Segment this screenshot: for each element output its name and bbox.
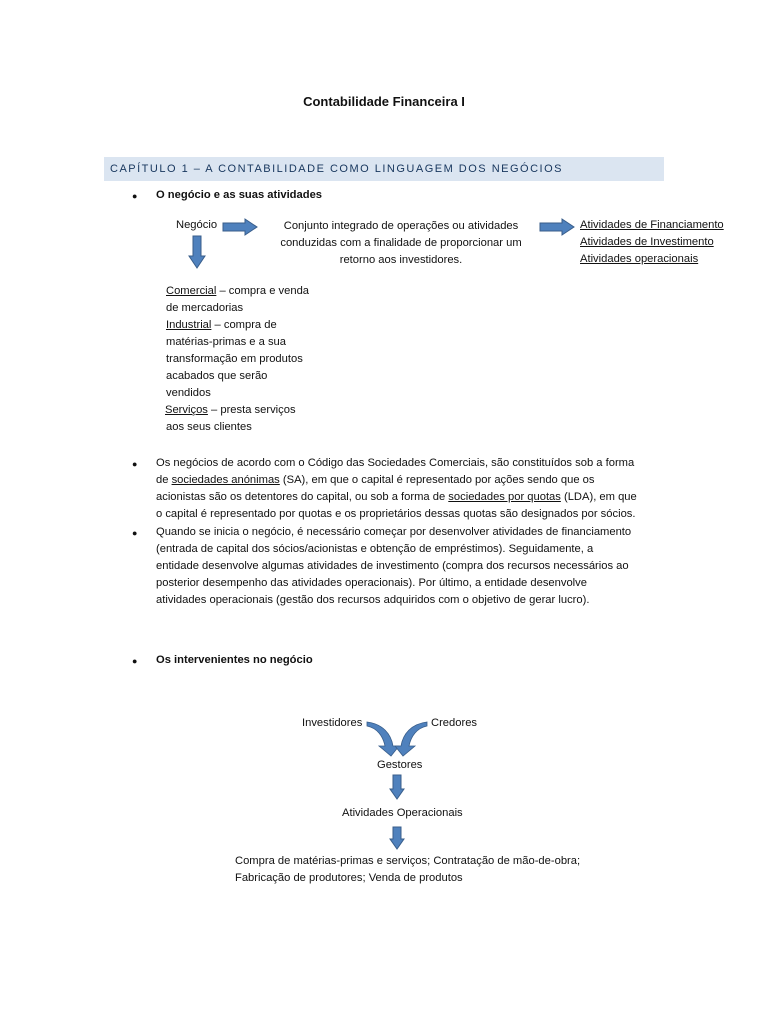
activity-investimento: Atividades de Investimento — [580, 236, 714, 248]
bullet-icon: ● — [132, 528, 138, 538]
arrow-down-icon — [189, 236, 205, 268]
bullet-icon: ● — [132, 656, 138, 666]
compras-line-2: Fabricação de produtores; Venda de produtos — [235, 872, 463, 884]
para1-line-3: acionistas são os detentores do capital, ou sob a forma de sociedades por quotas (LDA), em que — [156, 491, 637, 503]
type-industrial-line4: acabados que serão — [166, 370, 268, 382]
section-heading-intervenientes: Os intervenientes no negócio — [156, 654, 313, 666]
type-industrial-line3: transformação em produtos — [166, 353, 303, 365]
type-comercial: Comercial – compra e venda — [166, 285, 310, 297]
definition-line-3: retorno aos investidores. — [339, 254, 463, 266]
para1-line-4: o capital é representado por quotas e os proprietários dessas quotas são designados por sócios. — [156, 508, 636, 520]
type-servicos-line2: aos seus clientes — [166, 421, 252, 433]
type-servicos: Serviços – presta serviços — [165, 404, 296, 416]
definition-line-2: conduzidas com a finalidade de proporcionar um — [280, 237, 522, 249]
arrow-down-icon — [390, 775, 404, 799]
definition-line-1: Conjunto integrado de operações ou atividades — [283, 220, 519, 232]
para2-line-5: atividades operacionais (gestão dos recursos adquiridos com o objetivo de gerar lucro). — [156, 594, 590, 606]
para1-line-1: Os negócios de acordo com o Código das Sociedades Comerciais, são constituídos sob a forma — [156, 457, 635, 469]
type-industrial-line2: matérias-primas e a sua — [166, 336, 286, 348]
document-title: Contabilidade Financeira I — [303, 94, 465, 109]
bullet-icon: ● — [132, 191, 138, 201]
activity-financiamento: Atividades de Financiamento — [580, 219, 724, 231]
arrow-down-icon — [390, 827, 404, 849]
para1-line-2: de sociedades anónimas (SA), em que o capital é representado por ações sendo que os — [156, 474, 595, 486]
arrow-right-icon — [223, 219, 257, 235]
chapter-heading: CAPÍTULO 1 – A CONTABILIDADE COMO LINGUAGEM DOS NEGÓCIOS — [104, 157, 664, 181]
arrow-right-icon — [540, 219, 574, 235]
atividades-operacionais-label: Atividades Operacionais — [342, 807, 463, 819]
type-comercial-line2: de mercadorias — [166, 302, 244, 314]
activity-operacionais: Atividades operacionais — [580, 253, 699, 265]
investidores-label: Investidores — [302, 717, 363, 729]
credores-label: Credores — [431, 717, 478, 729]
compras-line-1: Compra de matérias-primas e serviços; Contratação de mão-de-obra; — [235, 855, 581, 867]
curved-arrows-icon — [365, 722, 429, 758]
section-heading-negocio: O negócio e as suas atividades — [156, 189, 323, 201]
negocio-label: Negócio — [176, 219, 218, 231]
type-industrial-line5: vendidos — [166, 387, 211, 399]
para2-line-1: Quando se inicia o negócio, é necessário começar por desenvolver atividades de financiamento — [156, 526, 632, 538]
type-industrial: Industrial – compra de — [166, 319, 277, 331]
gestores-label: Gestores — [377, 759, 423, 771]
para2-line-4: posterior desempenho das atividades operacionais). Por último, a entidade desenvolve — [156, 577, 587, 589]
para2-line-3: entidade desenvolve algumas atividades de investimento (compra dos recursos necessários ao — [156, 560, 629, 572]
para2-line-2: (entrada de capital dos sócios/acionistas e obtenção de empréstimos). Seguidamente, a — [156, 543, 594, 555]
bullet-icon: ● — [132, 459, 138, 469]
